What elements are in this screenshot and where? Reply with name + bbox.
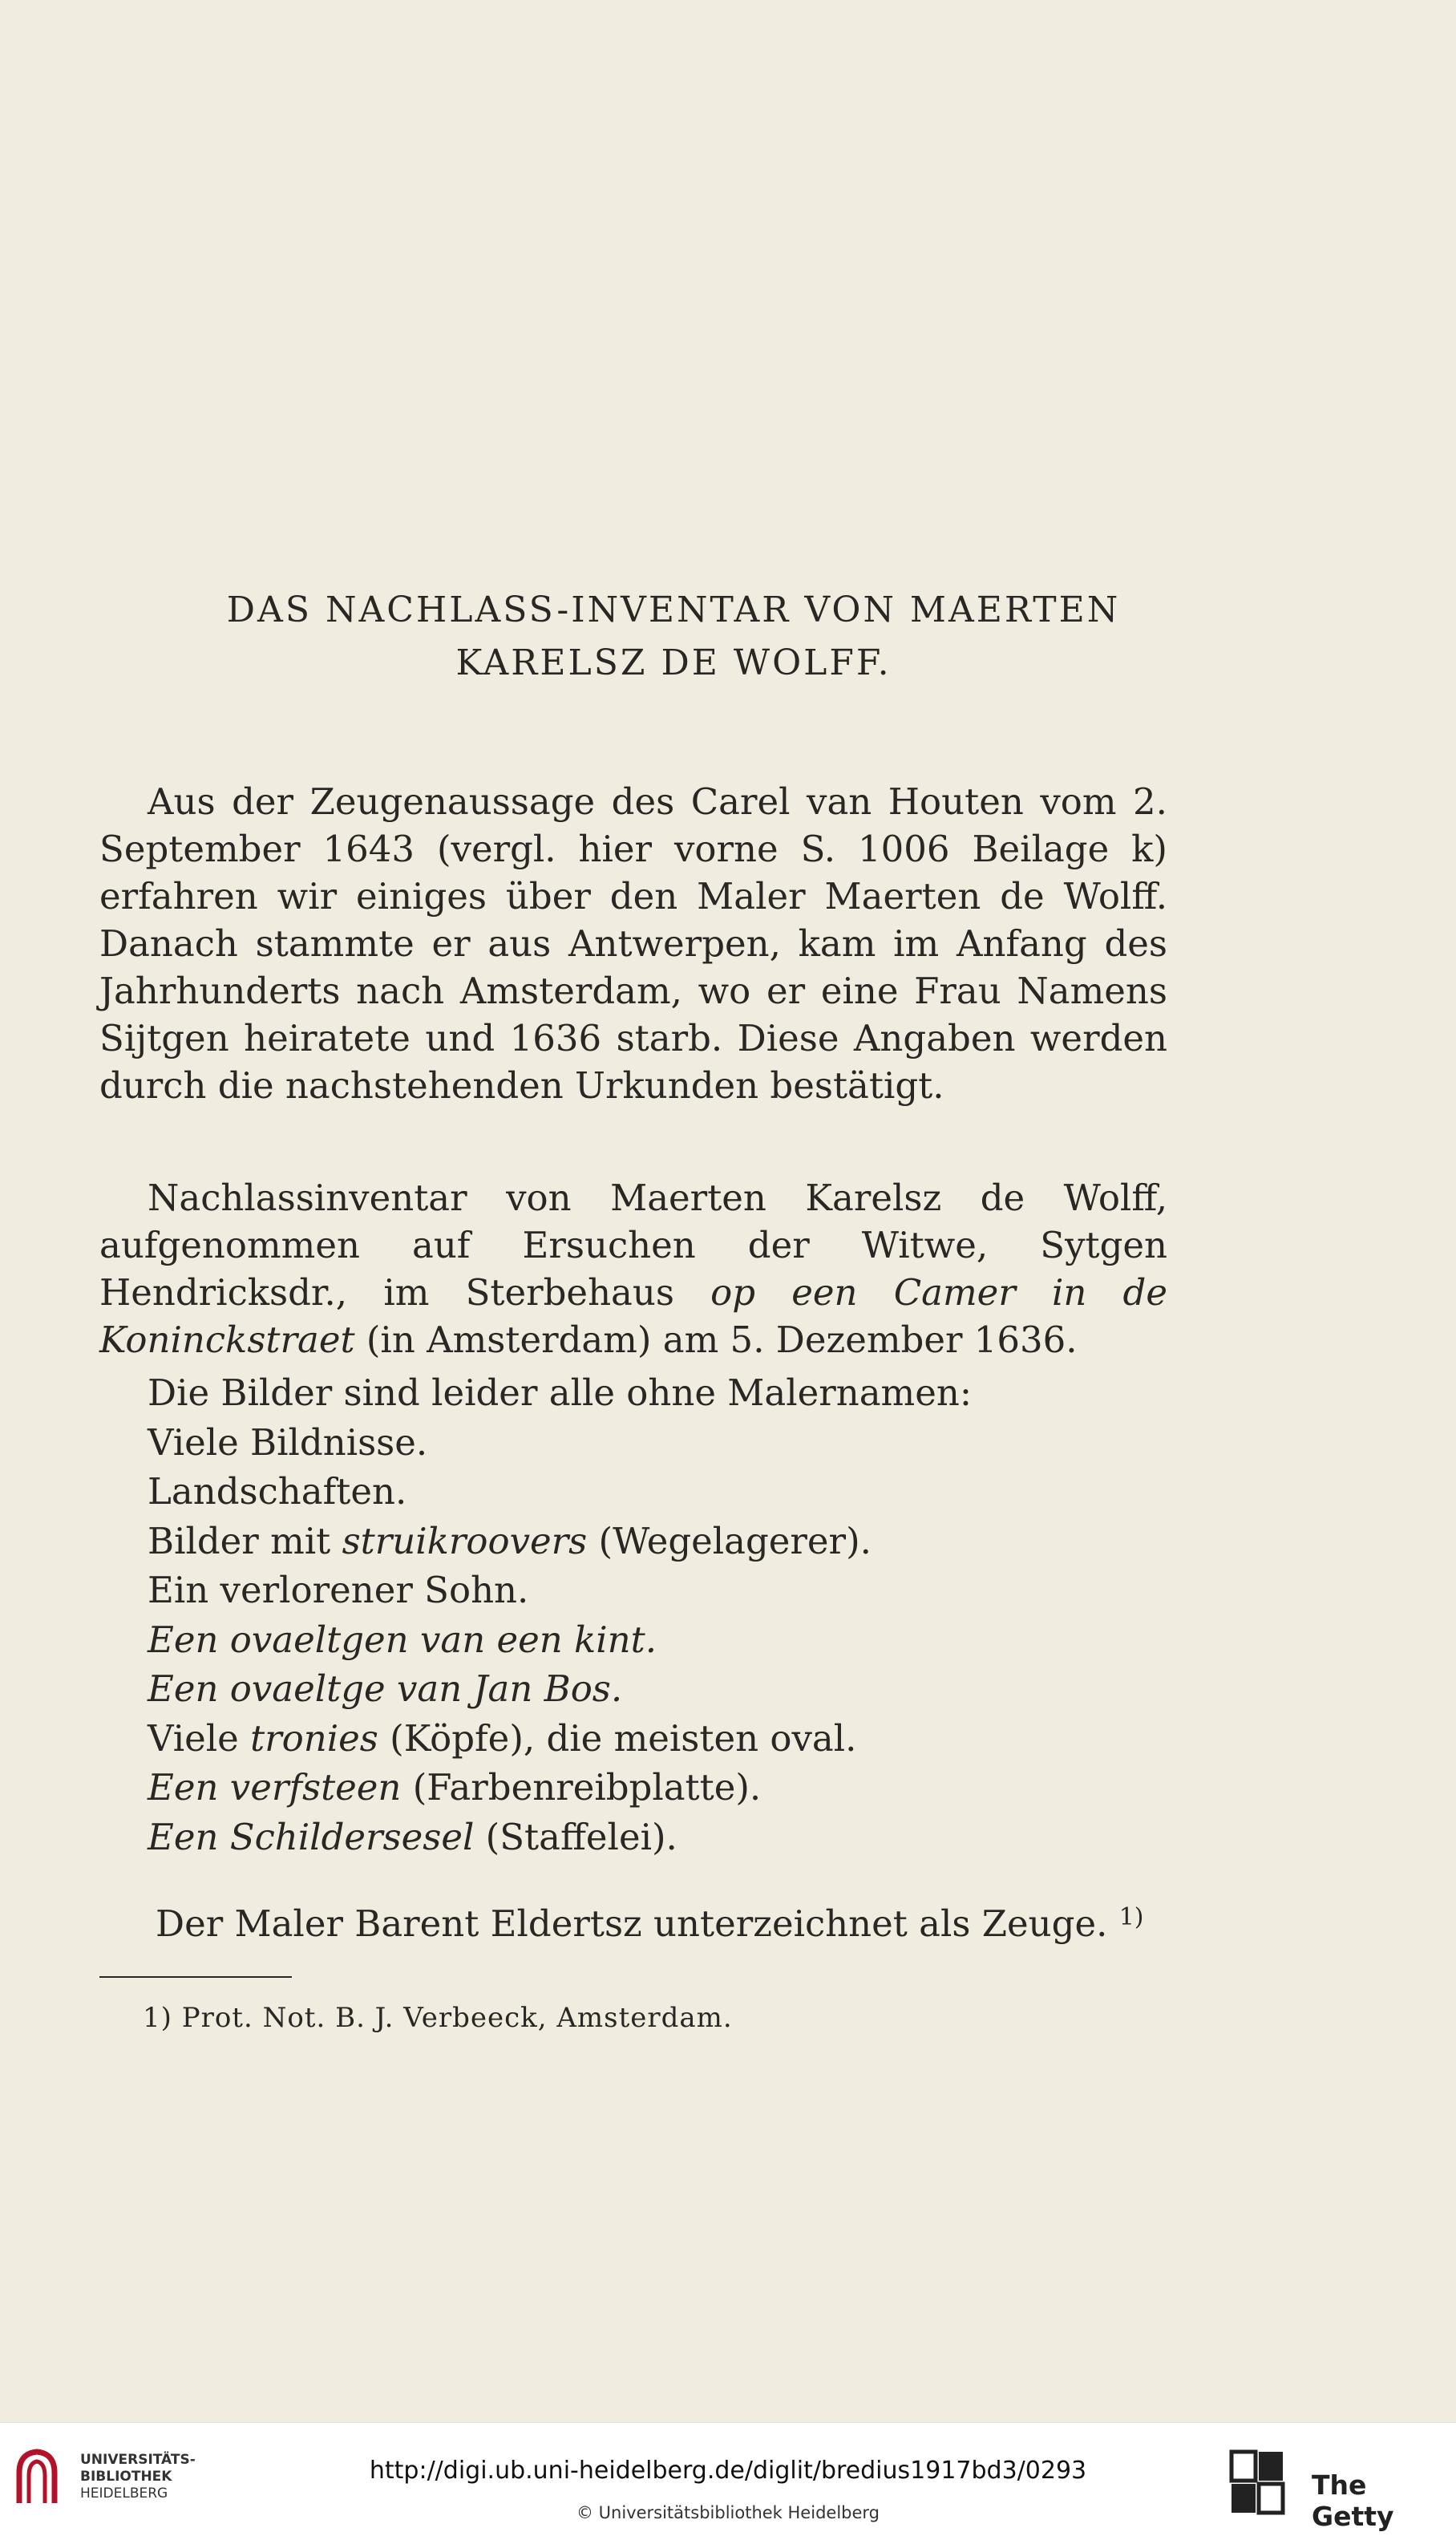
item-text-italic: struikroovers (342, 1519, 588, 1562)
getty-name: The Getty (1312, 2469, 1394, 2532)
item-text-italic: Een ovaeltgen van een kint. (148, 1618, 657, 1661)
item-text-b: (Staffelei). (474, 1815, 677, 1858)
uni-name-line-1: UNIVERSITÄTS- (80, 2452, 196, 2468)
list-item (148, 1615, 972, 1665)
page-title-line-1: DAS NACHLASS-INVENTAR VON MAERTEN (226, 589, 1121, 630)
page-title-line-2: KARELSZ DE WOLFF. (455, 642, 892, 683)
footnote: 1) Prot. Not. B. J. Verbeeck, Amsterdam. (143, 2002, 733, 2034)
item-text-b: (Farbenreibplatte). (401, 1766, 762, 1809)
list-item: Die Bilder sind leider alle ohne Malernamen: (148, 1371, 972, 1414)
item-text-a: Bilder mit (148, 1519, 342, 1562)
uni-name-line-3: HEIDELBERG (80, 2485, 168, 2502)
list-item (148, 1813, 972, 1862)
footnote-reference: 1) (1118, 1903, 1144, 1931)
inventory-paragraph (99, 1174, 1167, 1363)
list-item: Viele Bildnisse. (148, 1420, 428, 1464)
item-text-italic: Een ovaeltge van Jan Bos. (148, 1667, 623, 1710)
closing-text: Der Maler Barent Eldertsz unterzeichnet als Zeuge. (156, 1902, 1119, 1945)
footnote-divider (99, 1976, 292, 1978)
item-text-italic: Een Schildersesel (148, 1815, 475, 1858)
permalink-url[interactable]: http://digi.ub.uni-heidelberg.de/diglit/bredius1917bd3/0293 (369, 2457, 1087, 2485)
list-item (148, 1714, 972, 1764)
uni-name-line-2: BIBLIOTHEK (80, 2469, 172, 2485)
intro-paragraph (99, 778, 1167, 1109)
inventory-intro (99, 1174, 1167, 1363)
inventory-list (148, 1368, 972, 1861)
list-item (148, 1763, 972, 1813)
copyright-notice: © Universitätsbibliothek Heidelberg (576, 2503, 880, 2522)
list-item: Ein verlorener Sohn. (148, 1569, 529, 1611)
item-text-a: Viele (148, 1716, 251, 1760)
list-item (148, 1664, 972, 1714)
item-text-italic: Een verfsteen (148, 1766, 402, 1809)
closing-sentence (156, 1902, 1144, 1945)
viewer-footer (0, 2422, 1456, 2536)
item-text-b: (Köpfe), die meisten oval. (378, 1716, 857, 1760)
inventory-intro-italic: op een Camer in de Koninckstraet (99, 1271, 1167, 1361)
getty-logo-icon (1228, 2449, 1286, 2516)
intro-text: Aus der Zeugenaussage des Carel van Houten vom 2. September 1643 (vergl. hier vorne S. 1006 Beilage k) erfahren wir einiges über den Maler Maerten de Wolff. Danach stammte er aus Antwerpen, kam im Anfang des Jahrhunderts nach Amsterdam, wo er eine Frau Namens Sijtgen heiratete und 1636 starb. Diese Angaben werden durch die nachstehenden Urkunden bestätigt. (99, 780, 1167, 1107)
list-item: Landschaften. (148, 1470, 407, 1513)
list-item (148, 1517, 972, 1566)
inventory-intro-a: Nachlassinventar von Maerten Karelsz de Wolff, aufgenommen auf Ersuchen der Witwe, Sytgen Hendricksdr., im Sterbehaus (99, 1177, 1167, 1314)
item-text-italic: tronies (250, 1716, 378, 1760)
item-text-b: (Wegelagerer). (587, 1519, 872, 1562)
inventory-intro-b: (in Amsterdam) am 5. Dezember 1636. (354, 1319, 1078, 1361)
